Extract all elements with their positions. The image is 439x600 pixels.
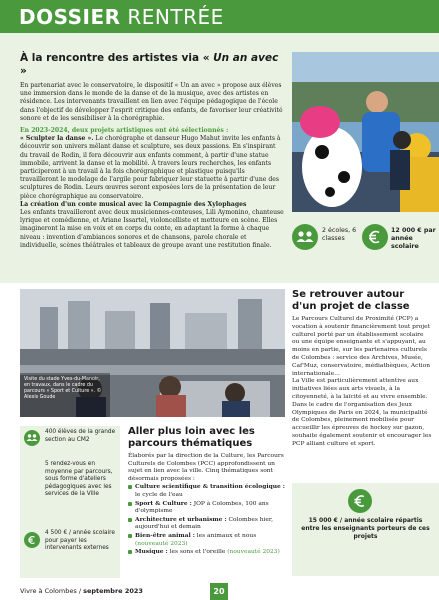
- article1-project1: [20, 135, 285, 201]
- theme-name: Musique :: [135, 548, 168, 556]
- photo-children-costumes: [292, 52, 439, 212]
- photo-caption: Visite du stade Yves-du-Manoir, en travaux, dans le cadre du parcours « Sport et Culture ». © Alexis Goude: [24, 377, 102, 400]
- list-item: [128, 532, 286, 548]
- list-item: [128, 500, 286, 516]
- section-title: [19, 5, 224, 29]
- article1-subhead: En 2023-2024, deux projets artistiques ont été sélectionnés :: [20, 127, 229, 135]
- section-header: [0, 0, 439, 33]
- project2-title: La création d'un conte musical avec la Compagnie des Xylophages: [20, 200, 247, 208]
- project1-title: « Sculpter la danse ».: [20, 135, 94, 143]
- article1-intro: En partenariat avec le conservatoire, le dispositif « Un an avec » propose aux élèves une immersion dans le monde de la danse et de la musique, avec des artistes en résidence. Les intervenants travaillent en lien avec l'équipe pédagogique de l'école dans l'objectif de développer l'esprit critique des enfants, de favoriser leur créativité sonore et de les sensibiliser à la chorégraphie.: [20, 82, 283, 122]
- theme-name: Culture scientifique & transition écologique :: [135, 483, 285, 491]
- euro-icon: [362, 224, 388, 250]
- new-tag: (nouveauté 2023): [227, 549, 280, 556]
- people-icon: [292, 224, 318, 250]
- footer-issue: Vivre à Colombes / septembre 2023: [20, 587, 143, 595]
- article2: [128, 426, 286, 557]
- list-item: [128, 516, 286, 532]
- euro-icon: [348, 489, 372, 513]
- theme-text: le cycle de l'eau: [135, 491, 183, 498]
- stat-budget: 12 000 € par année scolaire: [391, 227, 436, 250]
- theme-text: Colombes hier, aujourd'hui et demain: [135, 516, 273, 531]
- side-stat-budget: 4 500 € / année scolaire pour payer les intervenants externes: [45, 530, 115, 552]
- project2-text: Les enfants travailleront avec deux musiciennes-conteuses, Lili Aymonino, chanteuse lyrique et comédienne, et Ariane Issartel, violoncelliste et metteure en scène. Elles imagineront la mise en voix et en corps du conte, en adaptant la forme à chaque niveau : invention d'ambiances sonores et de chansons, parole chorale et individuelle, scènes théâtrales et tableaux de groupe avant une restitution finale.: [20, 209, 284, 249]
- section-title-bold: DOSSIER: [19, 5, 121, 29]
- page-footer: [0, 583, 439, 600]
- list-item: [128, 548, 286, 557]
- project1-text: Le chorégraphe et danseur Hugo Mahut invite les enfants à découvrir son univers mêlant danse et sculpture, ses deux passions. En s'inspirant du travail de Rodin, il fera découvrir aux enfants comment, à partir d'une statue immobile, arrivent la danse et la mobilité. À travers leurs recherches, les enfants participeront à un travail à la fois chorégraphique et plastique puisqu'ils travailleront le modelage de l'argile pour fabriquer leur statuette à partir d'une des sculptures de Rodin. Leurs œuvres seront exposées lors de la présentation de leur pièce chorégraphique au conservatoire.: [20, 135, 281, 200]
- side-stat-sessions: 5 rendez-vous en moyenne par parcours, sous forme d'ateliers pédagogiques avec les services de la Ville: [45, 461, 113, 498]
- photo-stadium-visit: [20, 289, 285, 417]
- side-stat-pupils: 400 élèves de la grande section au CM2: [45, 429, 116, 443]
- article3-p2: La Ville est particulièrement attentive aux initiatives liées aux arts visuels, à la citoyenneté, à la laïcité et au vivre ensemble. Dans le cadre de l'organisation des Jeux Olympiques de Paris en 2024, la municipalité de Colombes, pleinement mobilisée pour accueillir les épreuves de hockey sur gazon, souhaite également soutenir et encourager les PCP alliant culture et sport.: [292, 378, 432, 447]
- themes-list: [128, 483, 286, 556]
- article2-intro: Élaborés par la direction de la Culture, les Parcours Culturels de Colombes (PCC) approfondissent un sujet en lien avec la ville. Cinq thématiques sont désormais proposées :: [128, 453, 284, 482]
- section-title-light: RENTRÉE: [127, 5, 224, 29]
- bottom-stat-text: 15 000 € / année scolaire répartis entre les enseignants porteurs de ces projets: [301, 517, 430, 540]
- article1-title-italic: Un an avec: [213, 52, 279, 64]
- issue-date: septembre 2023: [83, 587, 143, 595]
- theme-text: JOP à Colombes, 100 ans d'olympisme: [135, 500, 269, 515]
- article1-title-suffix: »: [20, 65, 27, 77]
- theme-name: Sport & Culture :: [135, 499, 192, 507]
- side-stats-panel: [20, 426, 120, 578]
- article1-title: [20, 52, 285, 78]
- article3-title: Se retrouver autour d'un projet de classe: [292, 289, 410, 312]
- list-item: [128, 483, 286, 499]
- page-number: 20: [210, 583, 228, 600]
- article1-title-prefix: À la rencontre des artistes via «: [20, 52, 214, 64]
- theme-name: Bien-être animal :: [135, 531, 195, 539]
- euro-icon: [24, 532, 40, 548]
- theme-name: Architecture et urbanisme :: [135, 515, 227, 523]
- theme-text: les animaux et nous: [194, 532, 257, 539]
- magazine-name: Vivre à Colombes: [20, 587, 77, 595]
- people-icon: [24, 430, 40, 446]
- new-tag: (nouveauté 2023): [135, 540, 188, 547]
- article3-p1: Le Parcours Culturel de Proximité (PCP) a vocation à soutenir financièrement tout projet culturel porté par un établissement scolaire ou une équipe enseignante et s'appuyant, au moins en partie, sur les partenaires culturels de Colombes : service des Archives, Musée, Caf'Muz, conservatoire, médiathèques, Action internationale…: [292, 316, 430, 377]
- article1: [20, 52, 285, 250]
- article3: [292, 289, 432, 449]
- bottom-stat-panel: [292, 483, 439, 576]
- article2-title: Aller plus loin avec les parcours thématiques: [128, 426, 255, 449]
- stat-schools: 2 écoles, 6 classes: [322, 227, 357, 242]
- theme-text: les sons et l'oreille: [167, 549, 228, 556]
